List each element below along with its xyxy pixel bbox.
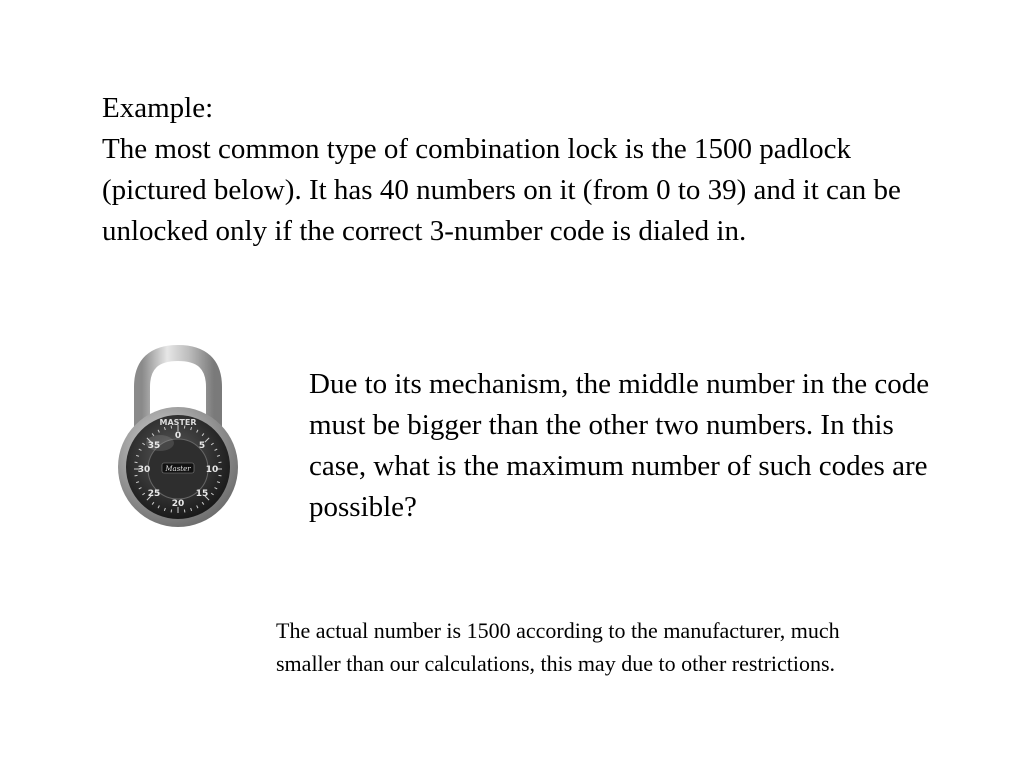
dial-number: 20 <box>171 499 185 509</box>
dial-number: 10 <box>205 465 219 475</box>
question-text: Due to its mechanism, the middle number in the code must be bigger than the other two numbers. In this case, what is the maximum number of such codes are possible? <box>309 368 930 523</box>
dial-number: 15 <box>195 489 209 500</box>
padlock-icon <box>112 345 252 535</box>
brand-center-label: Master <box>165 465 191 473</box>
intro-text: The most common type of combination lock is the 1500 padlock (pictured below). It has 40 numbers on it (from 0 to 39) and it can be unlocked only if the correct 3-number code is dialed in. <box>102 133 901 247</box>
example-heading: Example: <box>102 92 214 124</box>
dial-number: 25 <box>147 489 161 500</box>
intro-block <box>102 88 952 252</box>
dial-number: 5 <box>198 440 206 451</box>
brand-top-label: MASTER <box>159 418 197 427</box>
dial-number: 30 <box>137 465 151 475</box>
dial-number: 35 <box>147 440 161 451</box>
dial-number: 0 <box>174 431 182 441</box>
note-text: The actual number is 1500 according to the manufacturer, much smaller than our calculations, this may due to other restrictions. <box>276 618 840 676</box>
